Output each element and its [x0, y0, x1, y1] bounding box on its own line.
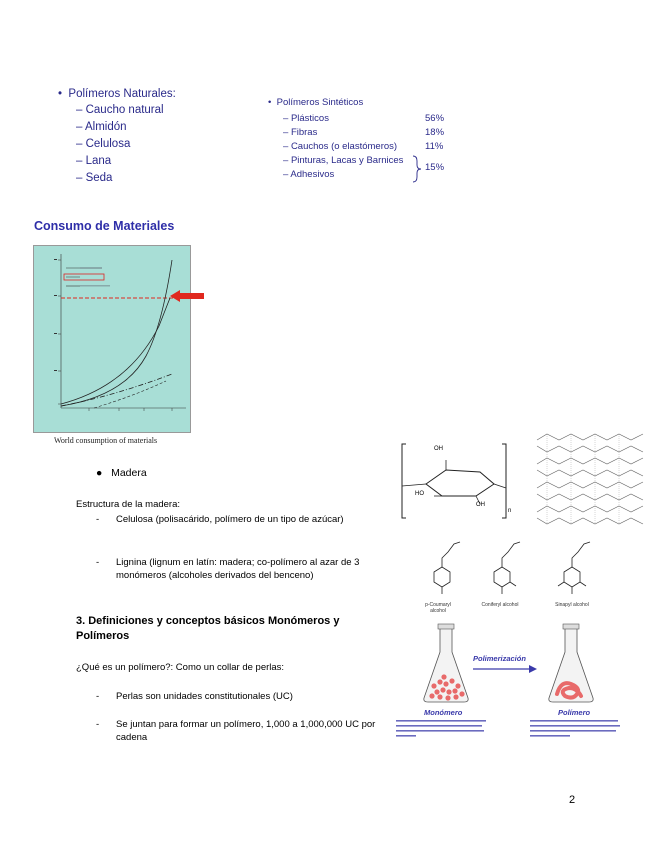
natural-item: – Seda [76, 172, 113, 184]
definitions-heading: 3. Definiciones y conceptos básicos Monómeros y Polímeros [76, 615, 340, 642]
bullet-icon: • [58, 88, 69, 100]
polymer-fine-print [530, 718, 624, 744]
ho-label: HO [415, 491, 424, 497]
pearl-item: Perlas son unidades constitutionales (UC) [116, 691, 293, 702]
group-brace [411, 155, 423, 183]
monomer-label: Monómero [424, 708, 463, 717]
wood-structure-heading: Estructura de la madera: [76, 499, 181, 510]
bullet-icon: • [268, 97, 277, 108]
synthetic-item: – Pinturas, Lacas y Barnices [283, 155, 404, 166]
synthetic-item: – Plásticos [283, 113, 329, 124]
monomer-flask [420, 622, 472, 706]
consumption-chart [33, 245, 191, 433]
polymer-flask [545, 622, 597, 706]
synthetic-item: – Adhesivos [283, 169, 335, 180]
cellulose-structure [398, 440, 518, 522]
natural-polymers-heading: • Polímeros Naturales: [58, 88, 176, 100]
synthetic-polymers-heading: • Polímeros Sintéticos [268, 97, 364, 108]
red-arrow-icon [170, 290, 204, 302]
wood-item: Lignina (lignum en latín: madera; co-polímero al azar de 3 monómeros (alcoholes derivados del benceno) [116, 557, 360, 581]
lignin-label: p-Coumaryl alcohol [425, 602, 451, 614]
synthetic-item: – Fibras [283, 127, 318, 138]
natural-item: – Almidón [76, 121, 127, 133]
wood-bullet: ● Madera [96, 467, 147, 479]
synthetic-pct: 18% [425, 127, 445, 138]
polymerization-arrow-icon [473, 664, 537, 674]
monomer-fine-print [396, 718, 490, 744]
lignin-label: Coniferyl alcohol [481, 602, 519, 608]
oh-label: OH [434, 446, 443, 452]
chart-caption: World consumption of materials [54, 436, 158, 445]
synthetic-pct: 56% [425, 113, 445, 124]
dash-icon: - [96, 557, 100, 568]
pearl-item: Se juntan para formar un polímero, 1,000 a 1,000,000 UC por cadena [116, 719, 376, 743]
polymer-question: ¿Qué es un polímero?: Como un collar de perlas: [76, 662, 285, 673]
wood-item: Celulosa (polisacárido, polímero de un tipo de azúcar) [116, 514, 344, 525]
section-title: Consumo de Materiales [34, 219, 175, 233]
bullet-icon: ● [96, 467, 112, 479]
dash-icon: - [96, 514, 100, 525]
synthetic-item: – Cauchos (o elastómeros) [283, 141, 398, 152]
natural-item: – Caucho natural [76, 104, 164, 116]
natural-item: – Celulosa [76, 138, 131, 150]
dash-icon: - [96, 691, 100, 702]
lignin-label: Sinapyl alcohol [555, 602, 589, 608]
page-number: 2 [569, 794, 576, 806]
cellulose-chains-image [535, 430, 647, 530]
oh-label: OH [476, 502, 485, 508]
natural-item: – Lana [76, 155, 112, 167]
consumption-chart-graphic [34, 246, 190, 432]
dash-icon: - [96, 719, 100, 730]
group-pct: 15% [425, 162, 445, 173]
polymerization-label: Polimerización [473, 654, 526, 663]
lignin-monomers [414, 532, 614, 602]
polymer-label: Polímero [558, 708, 591, 717]
synthetic-pct: 11% [425, 141, 444, 152]
n-label: n [508, 508, 512, 514]
